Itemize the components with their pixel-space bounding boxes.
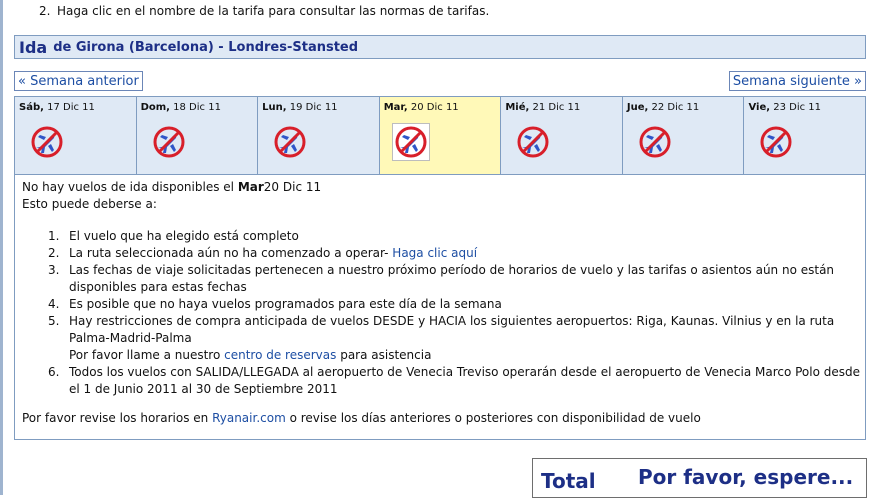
loading-status: Por favor, espere... xyxy=(638,465,854,489)
day-date: 20 Dic 11 xyxy=(410,102,459,113)
day-date: 19 Dic 11 xyxy=(289,102,338,113)
day-cell-3-selected[interactable] xyxy=(380,97,502,174)
selected-day-name: Mar xyxy=(237,180,264,194)
no-flight-plane-icon xyxy=(29,124,65,160)
day-date: 18 Dic 11 xyxy=(173,102,221,113)
fare-rules-note xyxy=(39,4,489,18)
day-selector xyxy=(14,96,866,175)
list-item: 2. La ruta seleccionada aún no ha comenzado a operar- Haga clic aquí xyxy=(48,246,478,260)
day-cell-2[interactable] xyxy=(258,97,380,174)
window-left-edge xyxy=(0,0,3,495)
selected-date: 20 Dic 11 xyxy=(263,180,322,194)
no-flights-line: No hay vuelos de ida disponibles el Mar20 Dic 11 xyxy=(22,180,322,194)
day-of-week: Vie, xyxy=(748,102,771,113)
list-item: 1. El vuelo que ha elegido está completo xyxy=(48,229,299,243)
list-item: 5. Hay restricciones de compra anticipada de vuelos DESDE y HACIA los siguientes aeropuertos: Riga, Kaunas. Vilnius y en la ruta Palma-Madrid-Palma Por favor llame a nuestro centro de reservas para asistencia xyxy=(48,314,835,362)
day-of-week: Lun, xyxy=(262,102,287,113)
list-item: 3. Las fechas de viaje solicitadas pertenecen a nuestro próximo período de horarios de vuelo y las tarifas o asientos aún no están disponibles para estas fechas xyxy=(48,263,835,294)
no-flight-plane-icon xyxy=(637,124,673,160)
no-flights-message xyxy=(14,175,866,440)
day-of-week: Dom, xyxy=(140,102,170,113)
click-here-link[interactable]: Haga clic aquí xyxy=(392,246,478,260)
total-panel xyxy=(532,458,867,498)
check-schedules-line: Por favor revise los horarios en Ryanair.com o revise los días anteriores o posteriores con disponibilidad de vuelo xyxy=(22,411,701,425)
day-date: 23 Dic 11 xyxy=(773,102,822,113)
day-of-week: Mié, xyxy=(505,102,530,113)
day-cell-0[interactable] xyxy=(15,97,137,174)
no-flight-plane-icon xyxy=(758,124,794,160)
no-flight-plane-icon xyxy=(151,124,187,160)
route-direction-label: Ida xyxy=(19,37,48,57)
day-cell-5[interactable] xyxy=(623,97,745,174)
day-date: 22 Dic 11 xyxy=(651,102,700,113)
total-label: Total xyxy=(541,469,596,493)
route-header xyxy=(14,35,866,59)
note-text: Haga clic en el nombre de la tarifa para consultar las normas de tarifas. xyxy=(57,4,490,18)
no-flight-plane-icon xyxy=(272,124,308,160)
list-item: 4. Es posible que no haya vuelos programados para este día de la semana xyxy=(48,297,502,311)
day-cell-4[interactable] xyxy=(501,97,623,174)
no-flight-plane-icon xyxy=(392,123,430,161)
day-cell-6[interactable] xyxy=(744,97,865,174)
next-week-button[interactable]: Semana siguiente » xyxy=(729,71,866,91)
reasons-list xyxy=(48,228,863,398)
route-name: de Girona (Barcelona) - Londres-Stansted xyxy=(53,39,359,55)
day-of-week: Sáb, xyxy=(19,102,44,113)
day-of-week: Mar, xyxy=(383,102,408,113)
no-flight-plane-icon xyxy=(515,124,551,160)
booking-center-link[interactable]: centro de reservas xyxy=(224,348,337,362)
day-date: 17 Dic 11 xyxy=(47,102,95,113)
day-date: 21 Dic 11 xyxy=(532,102,581,113)
day-cell-1[interactable] xyxy=(137,97,259,174)
day-of-week: Jue, xyxy=(626,102,649,113)
list-item: 6. Todos los vuelos con SALIDA/LLEGADA al aeropuerto de Venecia Treviso operarán desde el aeropuerto de Venecia Marco Polo desde el 1 de Junio 2011 al 30 de Septiembre 2011 xyxy=(48,365,861,396)
ryanair-link[interactable]: Ryanair.com xyxy=(212,411,286,425)
previous-week-button[interactable]: « Semana anterior xyxy=(14,71,143,91)
reasons-intro: Esto puede deberse a: xyxy=(22,197,157,211)
note-number: 2. xyxy=(39,4,51,18)
